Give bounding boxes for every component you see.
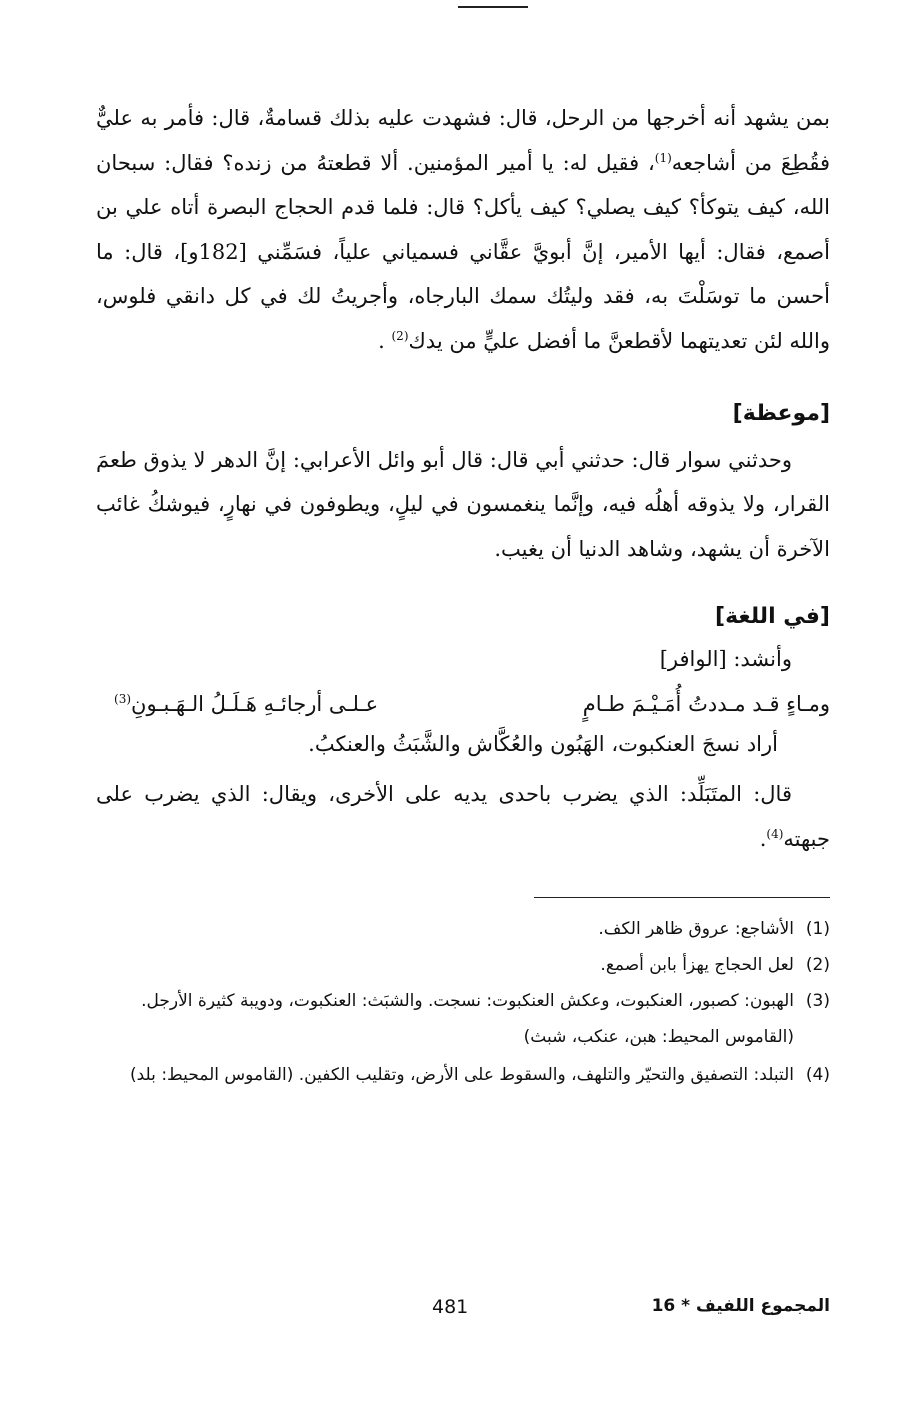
verse-second-text: عـلـى أرجائـهِ هَـلَـلُ الـهَـبـونِ — [131, 691, 379, 716]
footnote-1 — [96, 912, 830, 946]
paragraph-1-text: بمن يشهد أنه أخرجها من الرحل، قال: فشهدت عليه بذلك قسامةٌ، قال: فأمر به عليٌّ فقُطِعَ من أشاجعه — [96, 106, 830, 175]
page-number: 481 — [432, 1296, 469, 1318]
footnote-ref-4[interactable]: (4) — [766, 826, 784, 841]
footnotes — [96, 912, 830, 1092]
paragraph-2: وحدثني سوار قال: حدثني أبي قال: قال أبو وائل الأعرابي: إنَّ الدهر لا يذوق طعمَ القرار، ولا يذوقه أهلُه فيه، وإنَّما ينغمسون في ليلٍ، ويطوفون في نهارٍ، فيوشكُ غائب الآخرة أن يشهد، وشاهد الدنيا أن يغيب. — [96, 447, 830, 561]
book-title: المجموع اللفيف * 16 — [651, 1296, 830, 1316]
footnote-4 — [96, 1058, 830, 1092]
footnote-2 — [96, 948, 830, 982]
paragraph-3-end: . — [759, 826, 767, 851]
paragraph-1-text-cont: ، فقيل له: يا أمير المؤمنين. ألا قطعتهُ من زنده؟ فقال: سبحان الله، كيف يتوكأ؟ كيف يصلي؟ كيف يأكل؟ قال: فلما قدم الحجاج البصرة أتاه علي بن أصمع، فقال: أيها الأمير، إنَّ أبويَّ عقَّاني فسمياني علياً، فسَمِّني [182و]، قال: ما أحسن ما توسَلْتَ به، فقد وليتُك سمك البارجاه، وأجريتُ لك في كل دانقي فلوس، والله لئن تعديتهما لأقطعنَّ ما أفضل عليٍّ من يدك — [96, 150, 830, 353]
section-heading-lugha: [في اللغة] — [715, 604, 830, 630]
section-heading-maw-iza: [موعظة] — [732, 400, 830, 426]
footnote-number: (1) — [805, 919, 830, 940]
poem-verse — [96, 684, 830, 724]
page-footer — [96, 1296, 830, 1326]
paragraph-3 — [96, 772, 830, 861]
verse-first-hemistich: ومـاءٍ قـد مـددتُ أُمَـيْـمَ طـامٍ — [582, 691, 830, 716]
top-rule — [458, 6, 528, 8]
footnote-text: التبلد: التصفيق والتحيّر والتلهف، والسقوط على الأرض، وتقليب الكفين. (القاموس المحيط: بلد) — [130, 1065, 794, 1086]
footnote-ref-2[interactable]: (2) — [391, 328, 409, 343]
footnote-number: (3) — [805, 991, 830, 1012]
page-body — [96, 96, 830, 1094]
footnote-ref-1[interactable]: (1) — [654, 150, 672, 165]
footnote-text: لعل الحجاج يهزأ بابن أصمع. — [600, 955, 794, 976]
paragraph-3-text: قال: المتَبَلِّد: الذي يضرب باحدى يديه على الأخرى، ويقال: الذي يضرب على جبهته — [96, 781, 830, 851]
meter-line: وأنشد: [الوافر] — [659, 647, 792, 672]
footnote-separator — [534, 897, 830, 898]
footnote-3 — [96, 984, 830, 1018]
footnote-number: (4) — [805, 1065, 830, 1086]
footnote-ref-3[interactable]: (3) — [114, 691, 132, 706]
paragraph-1-end: . — [378, 328, 392, 353]
footnote-3-source: (القاموس المحيط: هبن، عنكب، شبث) — [523, 1027, 794, 1048]
footnote-text: الأشاجع: عروق ظاهر الكف. — [598, 919, 794, 940]
footnote-text: الهبون: كصبور، العنكبوت، وعكش العنكبوت: نسجت. والشبَث: العنكبوت، ودويبة كثيرة الأرجل. — [141, 991, 794, 1012]
paragraph-1 — [96, 96, 830, 364]
footnote-number: (2) — [805, 955, 830, 976]
verse-explanation: أراد نسجَ العنكبوت، الهَبُون والعُكَّاش والشَّبَثُ والعنكبُ. — [308, 731, 778, 756]
verse-second-hemistich — [114, 684, 378, 724]
